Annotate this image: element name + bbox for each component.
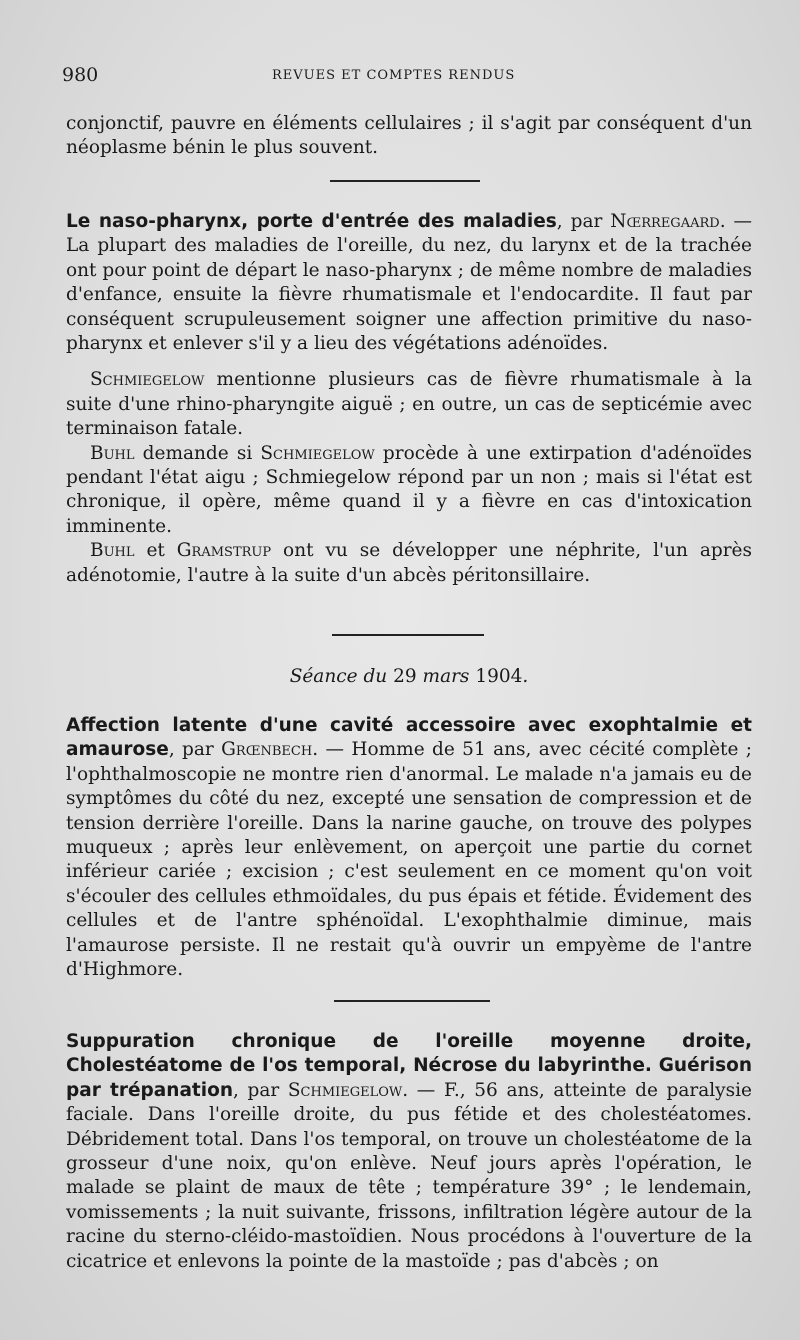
page-header [62,64,752,88]
by-text: , par [556,211,611,232]
person-name: Gramstrup [176,540,272,562]
discussion-paragraph [66,442,752,540]
seance-suffix: . [522,666,529,687]
section-body: . — F., 56 ans, atteinte de paralysie faciale. Dans l'oreille droite, du pus fétide et des cholestéatomes. Débridement total. Dans l'os temporal, on trouve un cholestéatome de la grosseur d'une noix, qu'on enlève. Neuf jours après l'opération, le malade se plaint de maux de tête ; température 39° ; le lendemain, vomissements ; la nuit suivante, frissons, infiltration légère autour de la racine du sterno-cléido-mastoïdien. Nous procédons à l'ouverture de la cicatrice et enlevons la pointe de la mastoïde ; pas d'abcès ; on [66,1079,752,1272]
person-name: Schmiegelow [260,442,375,464]
person-name: Buhl [90,540,135,562]
author-name: Schmiegelow [287,1079,403,1101]
seance-month: mars [416,666,476,687]
continuation-paragraph [66,112,752,161]
discussion-paragraph [66,539,752,588]
discussion-text: et [134,540,177,562]
continuation-text: conjonctif, pauvre en éléments cellulaires ; il s'agit par conséquent d'un néoplasme bénin le plus souvent. [66,113,752,159]
by-text: , par [233,1079,288,1101]
person-name: Schmiegelow [90,369,205,391]
discussion-text: ont vu se développer une néphrite, l'un après adénotomie, l'autre à la suite d'un abcès péritonsillaire. [66,540,752,586]
section-title: Suppuration chronique de l'oreille moyenne droite, Cholestéatome de l'os temporal, Nécrose du labyrinthe. Guérison par trépanation [66,1031,752,1101]
running-title: REVUES ET COMPTES RENDUS [272,68,516,83]
author-name: Grœnbech [221,739,313,761]
discussion-text: mentionne plusieurs cas de fièvre rhumatismale à la suite d'une rhino-pharyngite aiguë ; en outre, un cas de septicémie avec terminaison fatale. [66,369,752,440]
section-naso-pharynx [66,210,752,588]
seance-year: 1904 [475,666,523,687]
section-body: . — Homme de 51 ans, avec cécité complète ; l'ophthalmoscopie ne montre rien d'anormal. Le malade n'a jamais eu de symptômes du côté du nez, excepté une sensation de compression et de tension derrière l'oreille. Dans la narine gauche, on trouve des polypes muqueux ; après leur enlèvement, on aperçoit une partie du cornet inférieur cariée ; excision ; c'est seulement en ce moment qu'on voit s'écouler des cellules ethmoïdales, du pus épais et fétide. Évidement des cellules et de l'antre sphénoïdal. L'exophthalmie diminue, mais l'amaurose persiste. Il ne restait qu'à ouvrir un empyème de l'antre d'Highmore. [66,739,753,981]
seance-prefix: Séance du [289,666,394,687]
section-divider [330,180,480,182]
section-paragraph [66,714,752,982]
by-text: , par [168,739,222,761]
discussion-paragraph [66,368,752,441]
section-paragraph [66,210,752,356]
person-name: Buhl [90,442,135,464]
discussion-text: demande si [134,442,261,464]
seance-date [66,666,752,687]
section-title: Le naso-pharynx, porte d'entrée des maladies [66,211,557,232]
section-suppuration [66,1030,752,1274]
author-name: Nœrregaard [610,211,720,232]
section-body: . — La plupart des maladies de l'oreille, du nez, du larynx et de la trachée ont pour point de départ le naso-pharynx ; de même nombre de maladies d'enfance, ensuite la fièvre rhumatismale et l'endocardite. Il faut par conséquent scrupuleusement soigner une affection primitive du naso-pharynx et enlever s'il y a lieu des végétations adénoïdes. [66,211,753,355]
section-title: Affection latente d'une cavité accessoire avec exophtalmie et amaurose [66,715,752,761]
section-divider [332,634,484,636]
section-paragraph [66,1030,752,1274]
seance-day: 29 [393,666,417,687]
discussion-text: procède à une extirpation d'adénoïdes pendant l'état aigu ; Schmiegelow répond par un non ; mais si l'état est chronique, il opère, même quand il y a fièvre en cas d'intoxication imminente. [66,442,752,537]
section-affection-latente [66,714,752,982]
section-divider [334,1000,490,1002]
page-number: 980 [62,64,99,86]
